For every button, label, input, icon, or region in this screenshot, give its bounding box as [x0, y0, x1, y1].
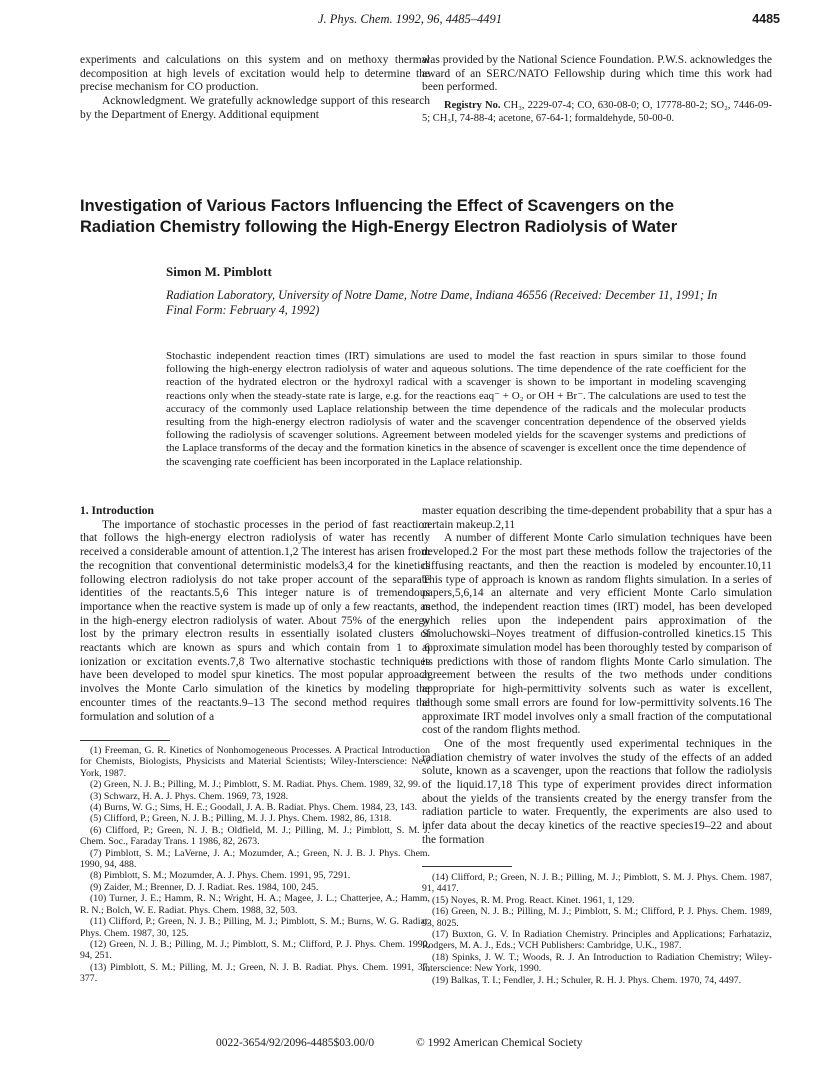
registry-text: CH₃, 2229-07-4; CO, 630-08-0; O, 17778-80-2; SO₂, 7446-09-5; CH₃I, 74-88-4; acetone, 67-64-1; formaldehyde, 50-00-0.	[422, 100, 773, 125]
footnote-item: (11) Clifford, P.; Green, N. J. B.; Pilling, M. J.; Pimblott, S. M.; Burns, W. G. Radiat. Phys. Chem. 1987, 30, 125.	[80, 916, 430, 939]
previous-article-left-column	[80, 54, 430, 123]
journal-citation: J. Phys. Chem. 1992, 96, 4485–4491	[317, 12, 502, 26]
footnote-item: (10) Turner, J. E.; Hamm, R. N.; Wright, H. A.; Magee, J. L.; Chatterjee, A.; Hamm, R. N.; Bolch, W. E. Radiat. Phys. Chem. 1988, 32, 503.	[80, 893, 430, 916]
article-code: 0022-3654/92/2096-4485$03.00/0	[216, 1037, 375, 1049]
footnote-item: (17) Buxton, G. V. In Radiation Chemistry. Principles and Applications; Farhataziz, Rodgers, M. A. J., Eds.; VCH Publishers: Cambridge, U.K., 1987.	[422, 929, 772, 952]
introduction-left-column	[80, 505, 430, 724]
copyright-notice: © 1992 American Chemical Society	[416, 1037, 583, 1049]
footnote-item: (16) Green, N. J. B.; Pilling, M. J.; Pimblott, S. M.; Clifford, P. J. Phys. Chem. 1989, 93, 8025.	[422, 906, 772, 929]
article-title: Investigation of Various Factors Influencing the Effect of Scavengers on the Radiation Chemistry following the High-Energy Electron Radiolysis of Water	[80, 197, 678, 236]
previous-article-right-column	[422, 54, 772, 125]
footnote-item: (3) Schwarz, H. A. J. Phys. Chem. 1969, 73, 1928.	[90, 790, 289, 802]
body-paragraph: A number of different Monte Carlo simulation techniques have been developed.2 For the most part these methods follow the trajectories of the diffusing reactants, and then the reaction is modeled by encounter.10,11 This type of approach is known as random flights simulation. In a series of papers,5,6,14 an alternate and very efficient Monte Carlo simulation method, the independent reaction times (IRT) model, has been developed which relies upon the independent pairs approximation of the Smoluchowski–Noyes treatment of diffusion-controlled kinetics.15 This approximate simulation model has been thoroughly tested by comparison of its predictions with those of random flights Monte Carlo simulation. The agreement between the results of the two methods under conditions appropriate for high-permittivity solvents such as water is excellent, although some small errors are found for low-permittivity solvents.16 The approximate IRT model involves only a small fraction of the computational cost of the random flights method.	[422, 532, 772, 737]
registry-numbers	[422, 99, 772, 125]
footnote-item: (4) Burns, W. G.; Sims, H. E.; Goodall, J. A. B. Radiat. Phys. Chem. 1984, 23, 143.	[90, 802, 418, 814]
footnote-item: (12) Green, N. J. B.; Pilling, M. J.; Pimblott, S. M.; Clifford, P. J. Phys. Chem. 1990, 94, 251.	[80, 938, 430, 962]
article-abstract: Stochastic independent reaction times (IRT) simulations are used to model the fast reaction in spurs similar to those found following the high-energy electron radiolysis of water and aqueous solutions. The time dependence of the rate coefficient for the reaction of the hydrated electron or the hydroxyl radical with a scavenger is shown to be important in modeling scavenging reactions only when the steady-state rate is large, e.g. for the reactions eaq⁻ + O₂ or OH + Br⁻. The calculations are used to test the accuracy of the commonly used Laplace relationship between the time dependence of the radicals and the molecular products resulting from the high-energy electron radiolysis of water and the scavenger concentration dependence of the observed yields following the radiolysis of scavenger solutions. Agreement between modeled yields for the scavenger systems and predictions of the Laplace transforms of the decay and the formation kinetics in the absence of scavenger is excellent once the time dependence of the scavenging rate coefficient has been incorporated in the Laplace relationship.	[166, 350, 747, 468]
footnote-rule	[422, 866, 512, 867]
footnote-item: (2) Green, N. J. B.; Pilling, M. J.; Pimblott, S. M. Radiat. Phys. Chem. 1989, 32, 99.	[90, 779, 421, 791]
footnote-item: (15) Noyes, R. M. Prog. React. Kinet. 1961, 1, 129.	[432, 894, 635, 906]
footnotes-left	[80, 745, 430, 985]
previous-article-conclusion: experiments and calculations on this system and on methoxy thermal decomposition at high levels of excitation would help to determine the precise mechanism for CO production.	[80, 54, 430, 94]
footnote-item: (18) Spinks, J. W. T.; Woods, R. J. An Introduction to Radiation Chemistry; Wiley-Interscience: New York, 1990.	[422, 951, 772, 975]
body-paragraph: One of the most frequently used experimental techniques in the radiation chemistry of water involves the study of the effects of an added solute, known as a scavenger, upon the reactions that follow the radiolysis of the liquid.17,18 This type of experiment provides direct information about the yields of the transients created by the energy transfer from the radiation particle to water. Frequently, the experiments are also used to infer data about the decay kinetics of the reactive species19–22 and about the formation	[422, 737, 772, 846]
section-heading-introduction: 1. Introduction	[80, 505, 154, 517]
footnote-item: (19) Balkas, T. I.; Fendler, J. H.; Schuler, R. H. J. Phys. Chem. 1970, 74, 4497.	[432, 974, 742, 986]
footnote-rule	[80, 740, 170, 741]
author-affiliation: Radiation Laboratory, University of Notre Dame, Notre Dame, Indiana 46556 (Received: December 11, 1991; In Final Form: February 4, 1992)	[166, 288, 718, 317]
page-footer	[0, 1037, 820, 1053]
footnote-item: (7) Pimblott, S. M.; LaVerne, J. A.; Mozumder, A.; Green, N. J. B. J. Phys. Chem. 1990, 94, 488.	[80, 847, 430, 871]
body-paragraph: The importance of stochastic processes in the period of fast reaction that follows the high-energy electron radiolysis of water has recently received a considerable amount of attention.1,2 The interest has arisen from the recognition that conventional deterministic models3,4 for the kinetics following electron radiolysis do not take proper account of the separate identities of the reactants.5,6 This integer nature is of tremendous importance when the reactive system is made up of only a few reactants, as in the high-energy electron radiolysis of water. About 75% of the energy lost by the primary electron results in essentially isolated clusters of reactants which are known as spurs and which contain from 1 to 6 ionization or excitation events.7,8 Two alternative stochastic techniques have been developed to model spur kinetics. The most popular approach involves the Monte Carlo simulation of the kinetics by modeling the encounter times of the reactants.9–13 The second method requires the formulation and solution of a	[80, 518, 430, 723]
footnote-item: (5) Clifford, P.; Green, N. J. B.; Pilling, M. J. J. Phys. Chem. 1982, 86, 1318.	[90, 813, 392, 825]
footnote-item: (14) Clifford, P.; Green, N. J. B.; Pilling, M. J.; Pimblott, S. M. J. Phys. Chem. 1987, 91, 4417.	[422, 872, 772, 895]
introduction-right-column	[422, 505, 772, 848]
registry-label: Registry No.	[444, 100, 501, 112]
footnote-item: (13) Pimblott, S. M.; Pilling, M. J.; Green, N. J. B. Radiat. Phys. Chem. 1991, 37, 377.	[80, 961, 430, 985]
body-paragraph: master equation describing the time-dependent probability that a spur has a certain makeup.2,11	[422, 505, 772, 531]
article-author: Simon M. Pimblott	[166, 264, 272, 279]
footnote-item: (1) Freeman, G. R. Kinetics of Nonhomogeneous Processes. A Practical Introduction for Chemists, Biologists, Physicists and Material Scientists; Wiley-Interscience: New York, 1987.	[80, 745, 430, 779]
acknowledgment-continuation: was provided by the National Science Foundation. P.W.S. acknowledges the award of an SERC/NATO Fellowship during which time this work had been performed.	[422, 54, 772, 94]
footnotes-right	[422, 872, 772, 986]
page-number: 4485	[752, 12, 780, 26]
footnote-item: (9) Zaider, M.; Brenner, D. J. Radiat. Res. 1984, 100, 245.	[90, 881, 319, 893]
footnote-item: (6) Clifford, P.; Green, N. J. B.; Oldfield, M. J.; Pilling, M. J.; Pimblott, S. M. J. Chem. Soc., Faraday Trans. 1 1986, 82, 2673.	[80, 824, 430, 848]
running-head	[0, 12, 820, 30]
acknowledgment-paragraph: Acknowledgment. We gratefully acknowledge support of this research by the Department of Energy. Additional equipment	[80, 95, 430, 121]
footnote-item: (8) Pimblott, S. M.; Mozumder, A. J. Phys. Chem. 1991, 95, 7291.	[90, 870, 351, 882]
